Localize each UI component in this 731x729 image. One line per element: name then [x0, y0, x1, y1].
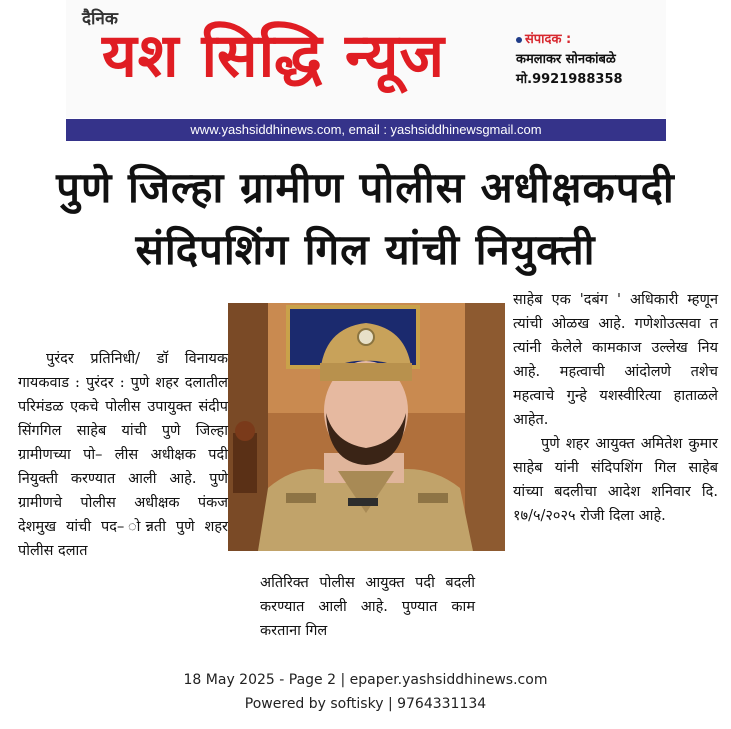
- footer-date-page: 18 May 2025 - Page 2 | epaper.yashsiddhinews.com: [183, 672, 548, 688]
- headline-line-2: संदिपशिंग गिल यांची नियुक्ती: [135, 225, 596, 274]
- editor-name: कमलाकर सोनकांबळे: [516, 52, 616, 67]
- editor-info: [516, 30, 661, 90]
- masthead: [66, 0, 666, 118]
- contact-bar: www.yashsiddhinews.com, email : yashsiddhinewsgmail.com: [66, 119, 666, 141]
- editor-label: संपादक :: [525, 32, 572, 47]
- article-paragraph: पुणे शहर आयुक्त अमितेश कुमार साहेब यांनी संदिपशिंग गिल साहेब यांच्या बदलीचा आदेश शनिवार दि. १७/५/२०२५ रोजी दिला आहे.: [513, 436, 718, 524]
- masthead-brand: यश सिद्धि न्यूज: [102, 21, 445, 91]
- officer-photo-illustration: [228, 303, 505, 551]
- footer-powered-by: Powered by softisky | 9764331134: [244, 696, 487, 712]
- editor-phone: मो.9921988358: [516, 72, 623, 87]
- article-column-right: [513, 288, 718, 528]
- article-column-left: [18, 347, 228, 563]
- article-paragraph: अतिरिक्त पोलीस आयुक्त पदी बदली करण्यात आली आहे. पुण्यात काम करताना गिल: [260, 575, 475, 639]
- officer-photo: [228, 303, 505, 551]
- article-column-middle: [260, 571, 475, 643]
- article-paragraph: साहेब एक 'दबंग ' अधिकारी म्हणून त्यांची ओळख आहे. गणेशोउत्सवा त त्यांनी केलेले कामकाज उल्लेख निय आहे. महत्वाची आंदोलणे तशेच महत्वाचे गुन्हे यशस्वीरित्या हाताळले आहेत.: [513, 292, 718, 428]
- headline-line-1: पुणे जिल्हा ग्रामीण पोलीस अधीक्षकपदी: [56, 163, 675, 212]
- article-paragraph: पुरंदर प्रतिनिधी/ डॉ विनायक गायकवाड : पुरंदर : पुणे शहर दलातील परिमंडळ एकचे पोलीस उपायुक्त संदीप सिंगगिल साहेब यांची पुणे जिल्हा ग्रामीणच्या पो– लीस अधीक्षक पदी नियुक्ती करण्यात आली आहे. पुणे ग्रामीणचे पोलीस अधीक्षक पंकज देशमुख यांची पद– ोन्नती पुणे शहर पोलीस दलात: [18, 351, 228, 559]
- masthead-daily: दैनिक: [82, 9, 118, 29]
- bullet-icon: [516, 37, 522, 43]
